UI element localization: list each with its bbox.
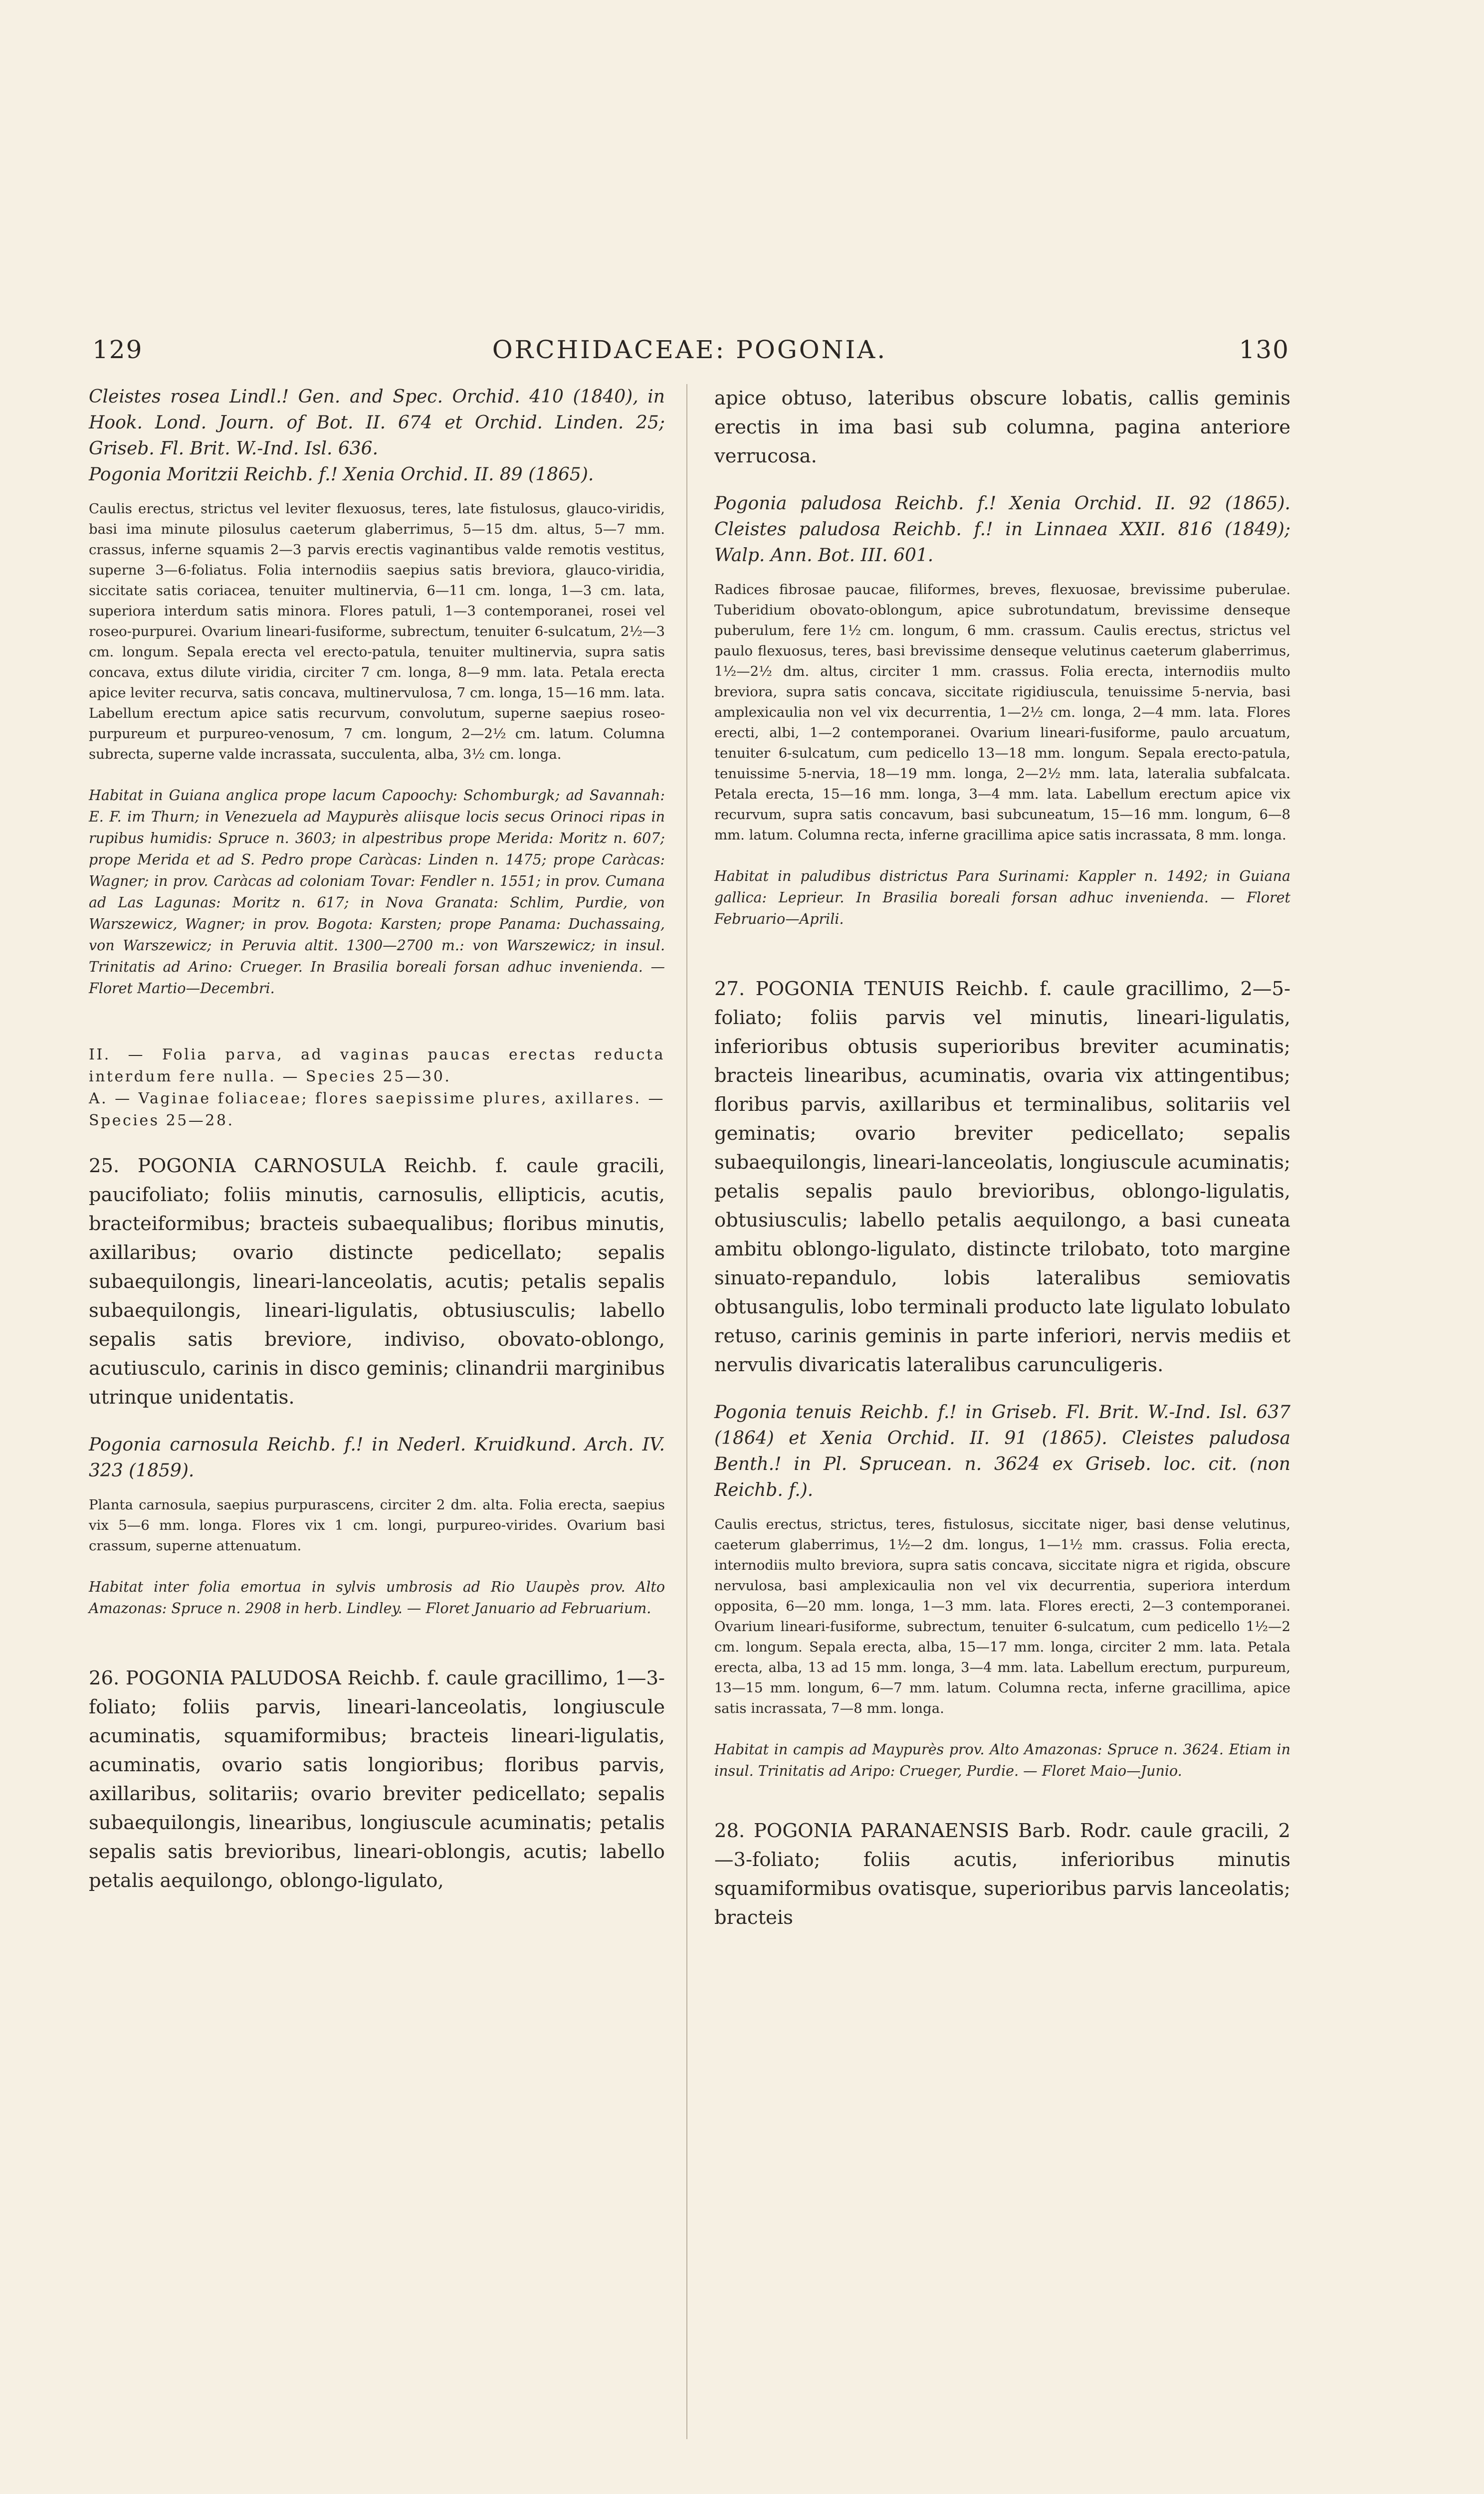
- species-diagnosis-continued: apice obtuso, lateribus obscure lobatis, callis geminis erectis in ima basi sub columna, pagina anteriore verrucosa.: [714, 387, 1290, 467]
- citation: Pogonia tenuis Reichb. f.! in Griseb. Fl. Brit. W.-Ind. Isl. 637 (1864) et Xenia Orchid. II. 91 (1865). Cleistes paludosa Benth.! in Pl. Sprucean. n. 3624 ex Griseb. loc. cit. (non Reichb. f.).: [714, 1402, 1290, 1500]
- column-divider: [686, 384, 687, 2439]
- synonym-citation: Pogonia Moritzii Reichb. f.! Xenia Orchid. II. 89 (1865).: [89, 464, 594, 485]
- subsection-heading: A. — Vaginae foliaceae; flores saepissime plures, axillares. — Species 25—28.: [89, 1090, 665, 1129]
- habitat-note: Habitat in paludibus districtus Para Surinami: Kappler n. 1492; in Guiana gallica: Leprieur. In Brasilia boreali forsan adhuc invenienda. — Floret Februario—Aprili.: [714, 868, 1290, 927]
- habitat-note: Habitat inter folia emortua in sylvis umbrosis ad Rio Uaupès prov. Alto Amazonas: Spruce n. 2908 in herb. Lindley. — Floret Januario ad Februarium.: [89, 1579, 665, 1617]
- left-column: [89, 384, 665, 1895]
- habitat-note: Habitat in campis ad Maypurès prov. Alto Amazonas: Spruce n. 3624. Etiam in insul. Trinitatis ad Aripo: Crueger, Purdie. — Floret Maio—Junio.: [714, 1741, 1290, 1779]
- species-description: Caulis erectus, strictus vel leviter flexuosus, teres, late fistulosus, glauco-viridis, basi ima minute pilosulus caeterum glaberrimus, 5—15 dm. altus, 5—7 mm. crassus, inferne squamis 2—3 parvis erectis vaginantibus valde remotis vestitus, superne 3—6-foliatus. Folia internodiis saepius satis breviora, glauco-viridia, siccitate satis coriacea, tenuiter multinervia, 6—11 cm. longa, 1—3 cm. lata, superiora interdum satis minora. Flores patuli, 1—3 contemporanei, rosei vel roseo-purpurei. Ovarium lineari-fusiforme, subrectum, tenuiter 6-sulcatum, 2½—3 cm. longum. Sepala erecta vel erecto-patula, tenuiter multinervia, supra satis concava, extus dilute viridia, circiter 7 cm. longa, 8—9 mm. lata. Petala erecta apice leviter recurva, satis concava, multinervulosa, 7 cm. longa, 15—16 mm. lata. Labellum erectum apice satis recurvum, convolutum, superne saepius roseo-purpureum et purpureo-venosum, 7 cm. longum, 2—2½ cm. latum. Columna subrecta, superne valde incrassata, succulenta, alba, 3½ cm. longa.: [89, 501, 665, 762]
- page-number-left: 129: [92, 335, 143, 364]
- habitat-note: Habitat in Guiana anglica prope lacum Capoochy: Schomburgk; ad Savannah: E. F. im Thurn; in Venezuela ad Maypurès aliisque locis secus Orinoci ripas in rupibus humidis: Spruce n. 3603; in alpestribus prope Merida: Moritz n. 607; prope Merida et ad S. Pedro prope Caràcas: Linden n. 1475; prope Caràcas: Wagner; in prov. Caràcas ad coloniam Tovar: Fendler n. 1551; in prov. Cumana ad Las Lagunas: Moritz n. 617; in Nova Granata: Schlim, Purdie, von Warszewicz, Wagner; in prov. Bogota: Karsten; prope Panama: Duchassaing, von Warszewicz; in Peruvia altit. 1300—2700 m.: von Warszewicz; in insul. Trinitatis ad Arino: Crueger. In Brasilia boreali forsan adhuc invenienda. — Floret Martio—Decembri.: [89, 787, 665, 997]
- citation: Cleistes rosea Lindl.! Gen. and Spec. Orchid. 410 (1840), in Hook. Lond. Journ. of Bot. II. 674 et Orchid. Linden. 25; Griseb. Fl. Brit. W.-Ind. Isl. 636.: [89, 387, 665, 459]
- citation: Pogonia paludosa Reichb. f.! Xenia Orchid. II. 92 (1865). Cleistes paludosa Reichb. f.! in Linnaea XXII. 816 (1849); Walp. Ann. Bot. III. 601.: [714, 493, 1290, 566]
- species-diagnosis: 28. POGONIA PARANAENSIS Barb. Rodr. caule gracili, 2—3-foliato; foliis acutis, inferioribus minutis squamiformibus ovatisque, superioribus parvis lanceolatis; bracteis: [714, 1820, 1290, 1929]
- page-number-right: 130: [1239, 335, 1289, 364]
- species-diagnosis: 25. POGONIA CARNOSULA Reichb. f. caule gracili, paucifoliato; foliis minutis, carnosulis, ellipticis, acutis, bracteiformibus; bracteis subaequalibus; floribus minutis, axillaribus; ovario distincte pedicellato; sepalis subaequilongis, lineari-lanceolatis, acutis; petalis sepalis subaequilongis, lineari-ligulatis, obtusiusculis; labello sepalis satis breviore, indiviso, obovato-oblongo, acutiusculo, carinis in disco geminis; clinandrii marginibus utrinque unidentatis.: [89, 1155, 665, 1409]
- citation: Pogonia carnosula Reichb. f.! in Nederl. Kruidkund. Arch. IV. 323 (1859).: [89, 1435, 665, 1481]
- species-description: Caulis erectus, strictus, teres, fistulosus, siccitate niger, basi dense velutinus, caeterum glaberrimus, 1½—2 dm. longus, 1—1½ mm. crassus. Folia erecta, internodiis multo breviora, supra satis concava, siccitate nigra et rigida, obscure nervulosa, basi amplexicaulia non vel vix decurrentia, superiora interdum opposita, 6—20 mm. longa, 1—3 mm. lata. Flores erecti, 2—3 contemporanei. Ovarium lineari-fusiforme, subrectum, tenuiter 6-sulcatum, cum pedicello 1½—2 cm. longum. Sepala erecta, alba, 15—17 mm. longa, circiter 2 mm. lata. Petala erecta, alba, 13 ad 15 mm. longa, 3—4 mm. lata. Labellum erectum, purpureum, 13—15 mm. longum, 6—7 mm. latum. Columna recta, inferne gracillima, apice satis incrassata, 7—8 mm. longa.: [714, 1516, 1290, 1716]
- section-heading: II. — Folia parva, ad vaginas paucas erectas reducta interdum fere nulla. — Species 25—30.: [89, 1046, 665, 1085]
- species-diagnosis: 26. POGONIA PALUDOSA Reichb. f. caule gracillimo, 1—3-foliato; foliis parvis, lineari-lanceolatis, longiuscule acuminatis, squamiformibus; bracteis lineari-ligulatis, acuminatis, ovario satis longioribus; floribus parvis, axillaribus, solitariis; ovario breviter pedicellato; sepalis subaequilongis, linearibus, longiuscule acuminatis; petalis sepalis satis brevioribus, lineari-oblongis, acutis; labello petalis aequilongo, oblongo-ligulato,: [89, 1667, 665, 1892]
- species-description: Planta carnosula, saepius purpurascens, circiter 2 dm. alta. Folia erecta, saepius vix 5—6 mm. longa. Flores vix 1 cm. longi, purpureo-virides. Ovarium basi crassum, superne attenuatum.: [89, 1497, 665, 1554]
- running-header: [85, 335, 1294, 370]
- species-diagnosis: 27. POGONIA TENUIS Reichb. f. caule gracillimo, 2—5-foliato; foliis parvis vel minutis, lineari-ligulatis, inferioribus obtusis superioribus breviter acuminatis; bracteis linearibus, acuminatis, ovaria vix attingentibus; floribus parvis, axillaribus et terminalibus, solitariis vel geminatis; ovario breviter pedicellato; sepalis subaequilongis, lineari-lanceolatis, longiuscule acuminatis; petalis sepalis paulo brevioribus, oblongo-ligulatis, obtusiusculis; labello petalis aequilongo, a basi cuneata ambitu oblongo-ligulato, distincte trilobato, toto margine sinuato-repandulo, lobis lateralibus semiovatis obtusangulis, lobo terminali producto late ligulato lobulato retuso, carinis geminis in parte inferiori, nervis mediis et nervulis divaricatis lateralibus carunculigeris.: [714, 978, 1290, 1376]
- species-description: Radices fibrosae paucae, filiformes, breves, flexuosae, brevissime puberulae. Tuberidium obovato-oblongum, apice subrotundatum, brevissime denseque puberulum, fere 1½ cm. longum, 6 mm. crassum. Caulis erectus, strictus vel paulo flexuosus, teres, basi brevissime denseque velutinus caeterum glaberrimus, 1½—2½ dm. altus, circiter 1 mm. crassus. Folia erecta, internodiis multo breviora, supra satis concava, siccitate rigidiuscula, tenuissime 5-nervia, basi amplexicaulia non vel vix decurrentia, 1—2½ cm. longa, 2—4 mm. lata. Flores erecti, albi, 1—2 contemporanei. Ovarium lineari-fusiforme, paulo arcuatum, tenuiter 6-sulcatum, cum pedicello 13—18 mm. longum. Sepala erecto-patula, tenuissime 5-nervia, 18—19 mm. longa, 2—2½ mm. lata, lateralia subfalcata. Petala erecta, 15—16 mm. longa, 3—4 mm. lata. Labellum erectum apice vix recurvum, supra satis concavum, basi subcuneatum, 15—16 mm. longum, 6—8 mm. latum. Columna recta, inferne gracillima apice satis incrassata, 8 mm. longa.: [714, 582, 1290, 843]
- running-title: ORCHIDACEAE: POGONIA.: [492, 335, 887, 364]
- right-column: [714, 384, 1290, 1932]
